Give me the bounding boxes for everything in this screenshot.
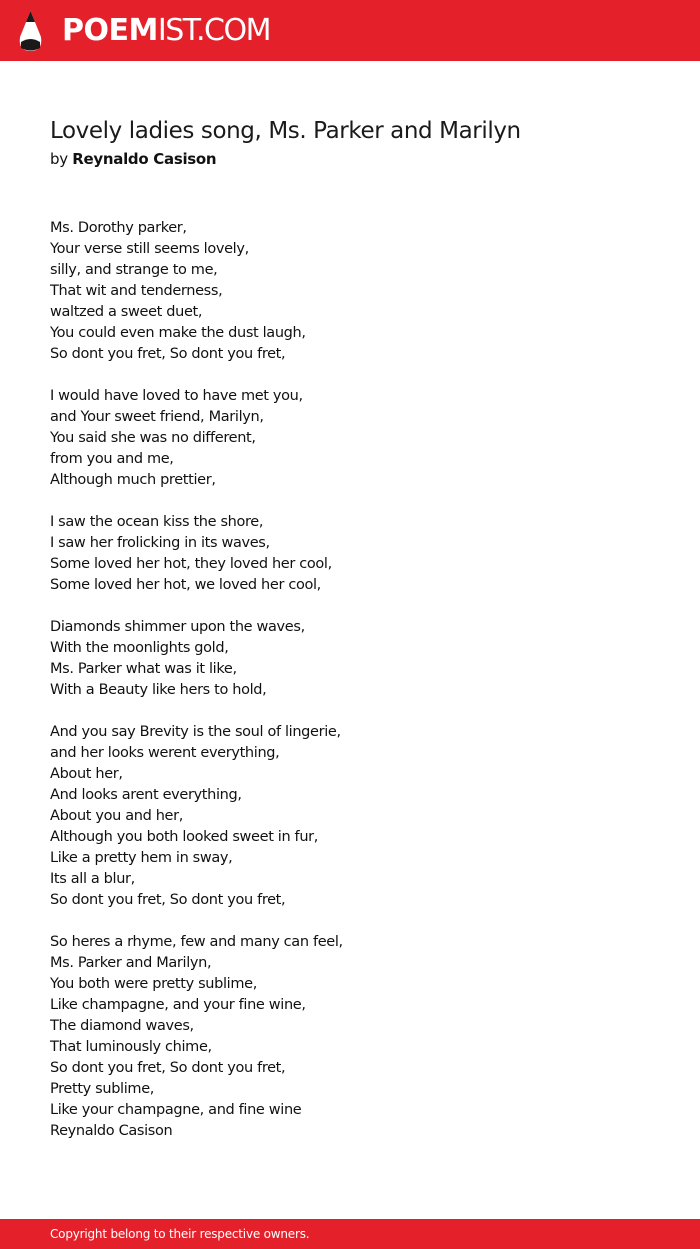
poem-line: The diamond waves, — [50, 1018, 194, 1034]
poem-line: Its all a blur, — [50, 871, 135, 887]
poem-line: So heres a rhyme, few and many can feel, — [50, 934, 343, 950]
poem-line: With a Beauty like hers to hold, — [50, 682, 267, 698]
poem-line: I saw the ocean kiss the shore, — [50, 514, 264, 530]
poem-line: I would have loved to have met you, — [50, 388, 303, 404]
poem-line: from you and me, — [50, 451, 174, 467]
poem-stanza — [50, 722, 650, 911]
poem-line: Like a pretty hem in sway, — [50, 850, 233, 866]
poem-body — [50, 218, 650, 1163]
by-label: by — [50, 150, 68, 168]
logo-text-light: IST.COM — [157, 13, 270, 48]
poem-line: About her, — [50, 766, 123, 782]
poem-line: And you say Brevity is the soul of lingerie, — [50, 724, 341, 740]
poem-line: Some loved her hot, they loved her cool, — [50, 556, 332, 572]
poem-line: That luminously chime, — [50, 1039, 212, 1055]
poem-line: Reynaldo Casison — [50, 1123, 173, 1139]
poem-line: About you and her, — [50, 808, 184, 824]
poem-line: Like champagne, and your fine wine, — [50, 997, 306, 1013]
poem-line: You could even make the dust laugh, — [50, 325, 306, 341]
poem-line: So dont you fret, So dont you fret, — [50, 346, 286, 362]
poem-line: That wit and tenderness, — [50, 283, 223, 299]
author-name: Reynaldo Casison — [72, 150, 217, 168]
poem-line: You both were pretty sublime, — [50, 976, 257, 992]
logo-text-bold: POEM — [62, 13, 158, 48]
poem-stanza — [50, 512, 650, 596]
poem-title: Lovely ladies song, Ms. Parker and Marilyn — [50, 118, 521, 144]
poem-line: Like your champagne, and fine wine — [50, 1102, 302, 1118]
copyright-notice: Copyright belong to their respective owners. — [50, 1227, 310, 1241]
poem-line: Ms. Parker what was it like, — [50, 661, 237, 677]
poem-line: Pretty sublime, — [50, 1081, 155, 1097]
poem-line: Although you both looked sweet in fur, — [50, 829, 319, 845]
poem-line: You said she was no different, — [50, 430, 256, 446]
poem-line: Ms. Parker and Marilyn, — [50, 955, 212, 971]
site-footer — [0, 1219, 700, 1249]
poem-line: So dont you fret, So dont you fret, — [50, 892, 286, 908]
poem-line: Diamonds shimmer upon the waves, — [50, 619, 305, 635]
poem-line: and her looks werent everything, — [50, 745, 280, 761]
poem-line: silly, and strange to me, — [50, 262, 218, 278]
poem-stanza — [50, 218, 650, 365]
poem-stanza — [50, 386, 650, 491]
poem-line: Although much prettier, — [50, 472, 216, 488]
poem-line: Some loved her hot, we loved her cool, — [50, 577, 321, 593]
pencil-tip-icon[interactable] — [17, 10, 44, 52]
site-header — [0, 0, 700, 61]
poem-line: I saw her frolicking in its waves, — [50, 535, 270, 551]
poem-line: Ms. Dorothy parker, — [50, 220, 187, 236]
poem-line: waltzed a sweet duet, — [50, 304, 203, 320]
poem-line: Your verse still seems lovely, — [50, 241, 249, 257]
poem-stanza — [50, 617, 650, 701]
poem-stanza — [50, 932, 650, 1142]
site-logo[interactable] — [62, 13, 270, 49]
poem-line: And looks arent everything, — [50, 787, 242, 803]
poem-line: So dont you fret, So dont you fret, — [50, 1060, 286, 1076]
poem-line: and Your sweet friend, Marilyn, — [50, 409, 264, 425]
poem-line: With the moonlights gold, — [50, 640, 229, 656]
byline — [50, 149, 216, 169]
